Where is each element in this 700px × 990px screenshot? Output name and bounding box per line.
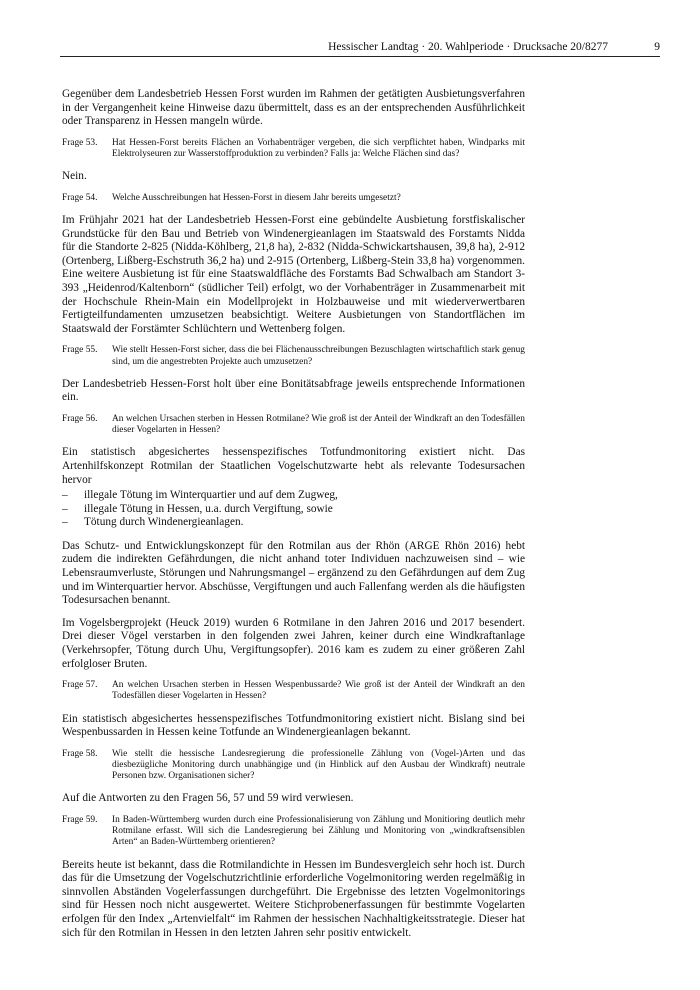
question-57 xyxy=(62,680,525,702)
question-53 xyxy=(62,138,525,160)
header-title: Hessischer Landtag · 20. Wahlperiode · Drucksache 20/8277 xyxy=(328,41,608,53)
question-label: Frage 58. xyxy=(62,748,98,759)
question-text: Hat Hessen-Forst bereits Flächen an Vorhabenträger vergeben, die sich verpflichtet haben, Windparks mit Elektrolyseuren zur Wasserstoffproduktion zu verbinden? Falls ja: Welche Flächen sind das? xyxy=(112,137,525,159)
cause-list xyxy=(62,489,525,530)
question-label: Frage 56. xyxy=(62,413,98,424)
answer-59: Bereits heute ist bekannt, dass die Rotmilandichte in Hessen im Bundesvergleich sehr hoch ist. Durch das für die Umsetzung der Vogelschutzrichtlinie erforderliche Vogelmonitoring werden regelmäßig in sinnvollen Abständen Vogelerfassungen durchgeführt. Die Ergebnisse des letzten Vogelmonitorings sind für Hessen noch nicht ausgewertet. Weitere Stichprobenerfassungen für bestimmte Vogelarten erfolgen für den Index „Artenvielfalt“ im Rahmen der hessischen Nachhaltigkeitsstrategie. Dieser hat sich für den Rotmilan in Hessen in den letzten Jahren sehr positiv entwickelt. xyxy=(62,858,525,939)
question-label: Frage 57. xyxy=(62,680,98,691)
page-header xyxy=(60,38,660,57)
question-text: In Baden-Württemberg wurden durch eine Professionalisierung von Zählung und Monitioring deutlich mehr Rotmilane erfasst. Will sich die Landesregierung bei Zählung und Monitoring von „windkraftsensiblen Arten“ an Baden-Württemberg orientieren? xyxy=(112,815,525,848)
answer-55: Der Landesbetrieb Hessen-Forst holt über eine Bonitätsabfrage jeweils entsprechende Informationen ein. xyxy=(62,377,525,404)
list-item: – Tötung durch Windenergieanlagen. xyxy=(62,516,244,529)
answer-56-intro: Ein statistisch abgesichertes hessenspezifisches Totfundmonitoring existiert nicht. Das Artenhilfskonzept Rotmilan der Staatlichen Vogelschutzwarte hebt als relevante Todesursachen hervor xyxy=(62,446,525,486)
answer-paragraph: Gegenüber dem Landesbetrieb Hessen Forst wurden im Rahmen der getätigten Ausbietungsverfahren in der Vergangenheit keine Hinweise dazu übermittelt, dass es an der entsprechenden Ausführlichkeit oder Transparenz in Hessen mangeln würde. xyxy=(62,88,525,128)
question-55 xyxy=(62,345,525,367)
question-58 xyxy=(62,749,525,783)
page-number: 9 xyxy=(654,41,660,53)
question-label: Frage 54. xyxy=(62,192,98,203)
question-text: An welchen Ursachen sterben in Hessen Wespenbussarde? Wie groß ist der Anteil der Windkraft an den Todesfällen dieser Vogelarten in Hessen? xyxy=(112,680,525,702)
question-label: Frage 53. xyxy=(62,137,98,148)
question-text: An welchen Ursachen sterben in Hessen Rotmilane? Wie groß ist der Anteil der Windkraft an den Todesfällen dieser Vogelarten in Hessen? xyxy=(112,413,525,436)
answer-56-paragraph-3: Im Vogelsbergprojekt (Heuck 2019) wurden 6 Rotmilane in den Jahren 2016 und 2017 besendert. Drei dieser Vögel verstarben in den folgenden zwei Jahren, keiner durch eine Windkraftanlage (Verkehrsopfer, Tötung durch Uhu, Vergiftungsopfer). 2016 kam es zudem zu einer größeren Zahl erfolgloser Bruten. xyxy=(62,616,525,670)
question-label: Frage 55. xyxy=(62,345,98,356)
question-59 xyxy=(62,815,525,849)
question-54 xyxy=(62,193,525,204)
question-56 xyxy=(62,414,525,436)
answer-57: Ein statistisch abgesichertes hessenspezifisches Totfundmonitoring existiert nicht. Bislang sind bei Wespenbussarden in Hessen keine Totfunde an Windenergieanlagen bekannt. xyxy=(62,712,525,739)
document-body xyxy=(62,88,525,949)
question-label: Frage 59. xyxy=(62,815,98,826)
question-text: Wie stellt die hessische Landesregierung die professionelle Zählung von (Vogel-)Arten und das diesbezügliche Monitoring durch unabhängige und (in Hinblick auf den Ausbau der Windkraft) neutrale Personen bzw. Organisationen sicher? xyxy=(112,748,525,782)
answer-58: Auf die Antworten zu den Fragen 56, 57 und 59 wird verwiesen. xyxy=(62,792,354,805)
list-item: – illegale Tötung in Hessen, u.a. durch Vergiftung, sowie xyxy=(62,502,333,515)
answer-54: Im Frühjahr 2021 hat der Landesbetrieb Hessen-Forst eine gebündelte Ausbietung forstfiskalischer Grundstücke für den Bau und Betrieb von Windenergieanlagen im Staatswald des Forstamts Nidda für die Standorte 2-825 (Nidda-Köhlberg, 21,8 ha), 2-832 (Nidda-Schwickartshausen, 39,8 ha), 2-912 (Ortenberg, Lißberg-Eschstruth 36,2 ha) und 2-915 (Ortenberg, Lißberg-Stein 33,8 ha) vorgenommen. Eine weitere Ausbietung ist für eine Staatswaldfläche des Forstamts Bad Schwalbach am Standort 3-393 „Heidenrod/Kaltenborn“ (südlicher Teil) erfolgt, wo der Vorhabenträger in Zusammenarbeit mit der Hochschule Rhein-Main ein Modellprojekt in Holzbauweise und mit wiederverwertbaren Fertigteilfundamenten umzusetzen beabsichtigt. Weitere Ausbietungen von Standortflächen im Staatswald der Forstämter Schlüchtern und Wettenberg folgen. xyxy=(62,213,525,335)
answer-56-paragraph-2: Das Schutz- und Entwicklungskonzept für den Rotmilan aus der Rhön (ARGE Rhön 2016) hebt zudem die indirekten Gefährdungen, die nicht anhand toter Individuen nachzuweisen sind – wie Lebensraumverluste, Störungen und Nahrungsmangel – ergänzend zu den Gefährdungen auf dem Zug und im Winterquartier hervor. Abschüsse, Vergiftungen und auch Fallenfang werden als die häufigsten Todesursachen benannt. xyxy=(62,539,525,607)
question-text: Welche Ausschreibungen hat Hessen-Forst in diesem Jahr bereits umgesetzt? xyxy=(112,192,401,203)
question-text: Wie stellt Hessen-Forst sicher, dass die bei Flächenausschreibungen Bezuschlagten wirtschaftlich stark genug sind, um die angestrebten Projekte auch umzusetzen? xyxy=(112,345,525,367)
answer-53: Nein. xyxy=(62,170,87,183)
list-item: – illegale Tötung im Winterquartier und auf dem Zugweg, xyxy=(62,489,338,502)
